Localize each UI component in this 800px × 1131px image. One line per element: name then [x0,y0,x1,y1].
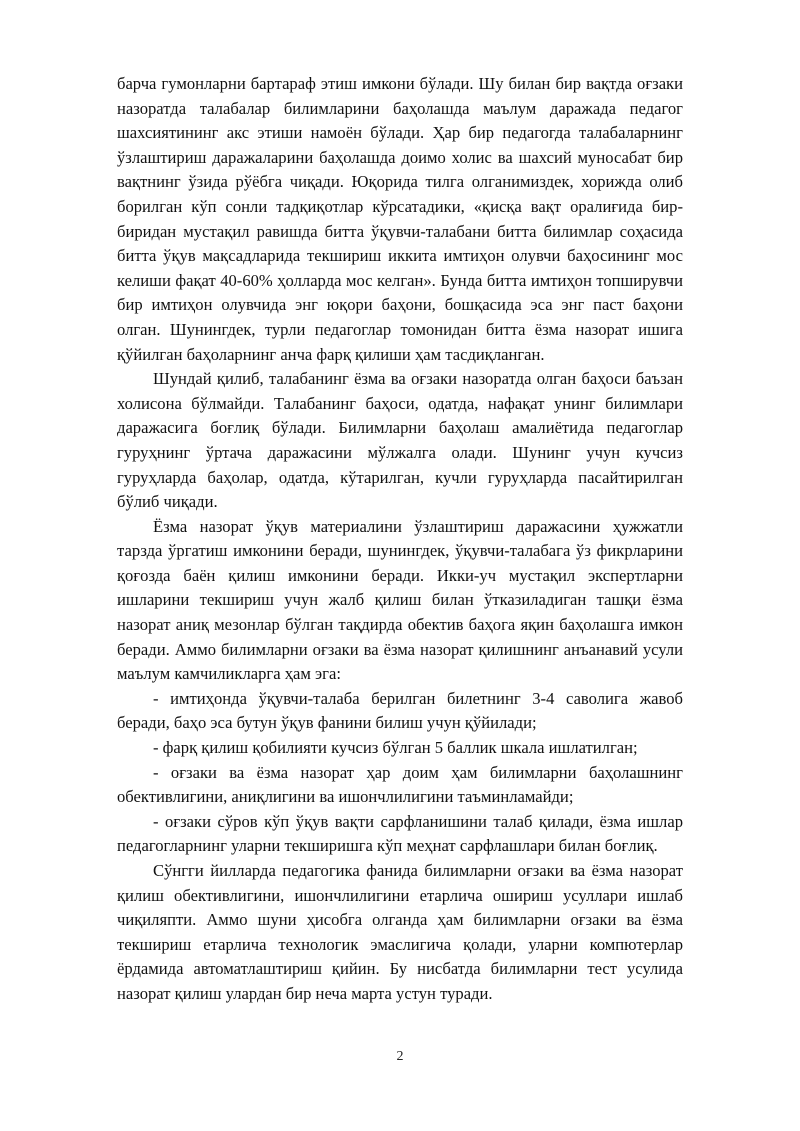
list-item: - фарқ қилиш қобилияти кучсиз бўлган 5 баллик шкала ишлатилган; [153,738,638,758]
page-number: 2 [396,1049,404,1064]
page-body [117,72,683,1007]
paragraph: Сўнгги йилларда педагогика фанида билимларни оғзаки ва ёзма назорат қилиш обективлигини, ишончлилигини етарлича ошириш усуллари ишлаб чиқиляпти. Аммо шуни ҳисобга олганда ҳам билимларни оғзаки ва ёзма текшириш етарлича технологик эмаслигича қолади, уларни компютерлар ёрдамида автоматлаштириш қийин. Бу нисбатда билимларни тест усулида назорат қилиш улардан бир неча марта устун туради. [117,861,683,1003]
list-item: - оғзаки ва ёзма назорат ҳар доим ҳам билимларни баҳолашнинг обективлигини, аниқлигини ва ишончлилигини таъминламайди; [117,762,683,807]
list-item: - оғзаки сўров кўп ўқув вақти сарфланишини талаб қилади, ёзма ишлар педагогларнинг уларни текширишга кўп меҳнат сарфлашлари билан боғлиқ. [117,811,683,856]
paragraph: Шундай қилиб, талабанинг ёзма ва оғзаки назоратда олган баҳоси баъзан холисона бўлмайди. Талабанинг баҳоси, одатда, нафақат унинг билимлари даражасига боғлиқ бўлади. Билимларни баҳолаш амалиётида педагоглар гуруҳнинг ўртача даражасини мўлжалга олади. Шунинг учун кучсиз гуруҳларда баҳолар, одатда, кўтарилган, кучли гуруҳларда пасайтирилган бўлиб чиқади. [117,369,683,512]
paragraph: Ёзма назорат ўқув материалини ўзлаштириш даражасини ҳужжатли тарзда ўргатиш имконини беради, шунингдек, ўқувчи-талабага ўз фикрларини қоғозда баён қилиш имконини беради. Икки-уч мустақил экспертларни ишларини текшириш учун жалб қилиш билан ўтказиладиган ташқи ёзма назорат аниқ мезонлар бўлган тақдирда обектив баҳога яқин баҳолашга имкон беради. Аммо билимларни оғзаки ва ёзма назорат қилишнинг анъанавий усули маълум камчиликларга ҳам эга: [117,516,683,684]
paragraph: барча гумонларни бартараф этиш имкони бўлади. Шу билан бир вақтда оғзаки назоратда талабалар билимларини баҳолашда маълум даражада педагог шахсиятининг акс этиши намоён бўлади. Ҳар бир педагогда талабаларнинг ўзлаштириш даражаларини баҳолашда доимо холис ва шахсий муносабат бир вақтнинг ўзида рўёбга чиқади. Юқорида тилга олганимиздек, хорижда олиб борилган кўп сонли тадқиқотлар кўрсатадики, «қисқа вақт оралиғида бир-биридан мустақил равишда битта ўқувчи-талабани битта билимлар соҳасида битта ўқув мақсадларида текшириш иккита имтиҳон олувчи баҳосининг мос келиши фақат 40-60% ҳолларда мос келган». Бунда битта имтиҳон топширувчи бир имтиҳон олувчида энг юқори баҳони, бошқасида эса энг паст баҳони олган. Шунингдек, турли педагоглар томонидан битта ёзма назорат ишига қўйилган баҳоларнинг анча фарқ қилиши ҳам тасдиқланган. [117,74,683,364]
list-item: - имтиҳонда ўқувчи-талаба берилган билетнинг 3-4 саволига жавоб беради, баҳо эса бутун ўқув фанини билиш учун қўйилади; [117,688,683,733]
